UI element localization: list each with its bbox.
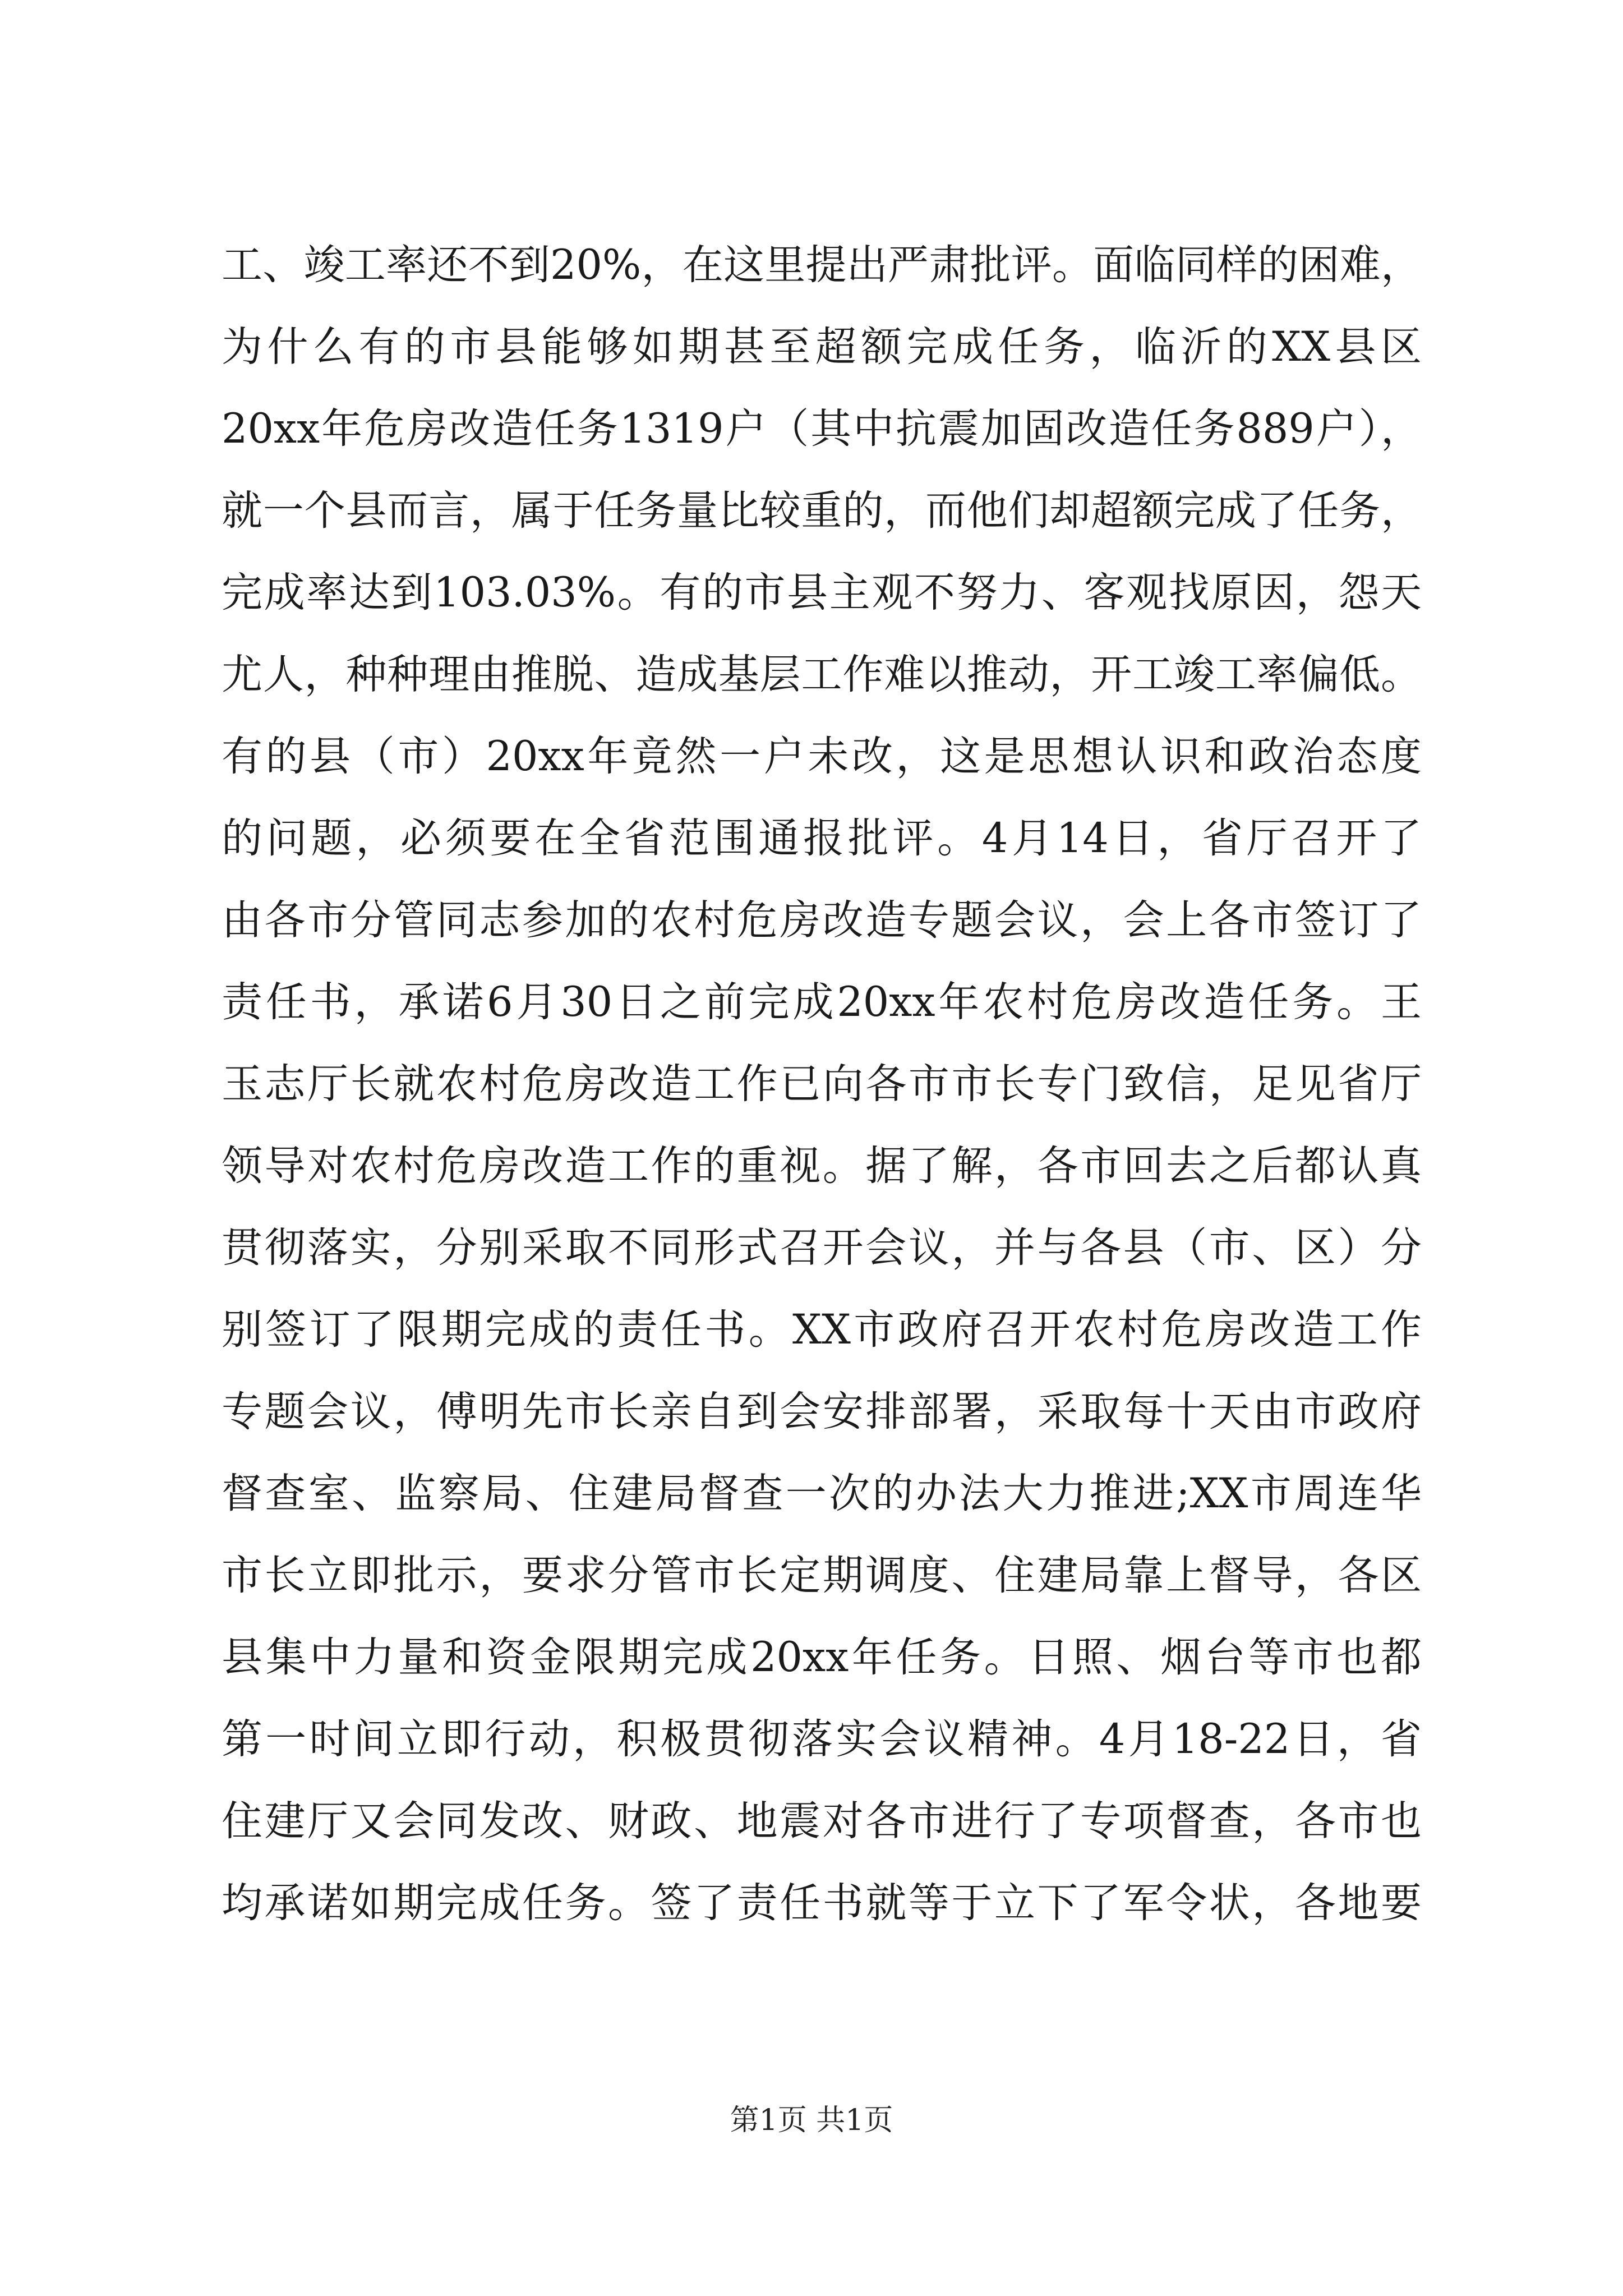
text-line: 住建厅又会同发改、财政、地震对各市进行了专项督查，各市也 [222, 1797, 1422, 1845]
text-line: 有的县（市）20xx年竟然一户未改，这是思想认识和政治态度 [222, 733, 1422, 780]
text-line: 由各市分管同志参加的农村危房改造专题会议，会上各市签订了 [222, 896, 1422, 944]
text-line: 领导对农村危房改造工作的重视。据了解，各市回去之后都认真 [222, 1142, 1422, 1190]
text-line: 完成率达到103.03%。有的市县主观不努力、客观找原因，怨天 [222, 569, 1422, 616]
text-line: 玉志厅长就农村危房改造工作已向各市市长专门致信，足见省厅 [222, 1060, 1422, 1108]
text-line: 为什么有的市县能够如期甚至超额完成任务，临沂的XX县区 [222, 323, 1422, 371]
body-paragraph [222, 224, 1422, 1944]
text-line: 就一个县而言，属于任务量比较重的，而他们却超额完成了任务， [222, 487, 1422, 535]
page-number-footer: 第1页 共1页 [730, 2104, 893, 2137]
text-line: 别签订了限期完成的责任书。XX市政府召开农村危房改造工作 [222, 1306, 1422, 1354]
text-line: 贯彻落实，分别采取不同形式召开会议，并与各县（市、区）分 [222, 1224, 1422, 1272]
text-line: 督查室、监察局、住建局督查一次的办法大力推进;XX市周连华 [222, 1470, 1422, 1517]
text-line: 第一时间立即行动，积极贯彻落实会议精神。4月18-22日，省 [222, 1715, 1422, 1763]
text-line: 工、竣工率还不到20%，在这里提出严肃批评。面临同样的困难， [222, 241, 1422, 289]
text-line: 专题会议，傅明先市长亲自到会安排部署，采取每十天由市政府 [222, 1388, 1422, 1435]
text-line: 县集中力量和资金限期完成20xx年任务。日照、烟台等市也都 [222, 1634, 1422, 1681]
text-line: 20xx年危房改造任务1319户（其中抗震加固改造任务889户）， [222, 405, 1422, 453]
text-line: 尤人，种种理由推脱、造成基层工作难以推动，开工竣工率偏低。 [222, 651, 1422, 698]
text-line: 均承诺如期完成任务。签了责任书就等于立下了军令状，各地要 [222, 1879, 1422, 1927]
text-line: 责任书，承诺6月30日之前完成20xx年农村危房改造任务。王 [222, 978, 1422, 1026]
text-line: 市长立即批示，要求分管市长定期调度、住建局靠上督导，各区 [222, 1552, 1422, 1599]
text-line: 的问题，必须要在全省范围通报批评。4月14日，省厅召开了 [222, 815, 1422, 862]
